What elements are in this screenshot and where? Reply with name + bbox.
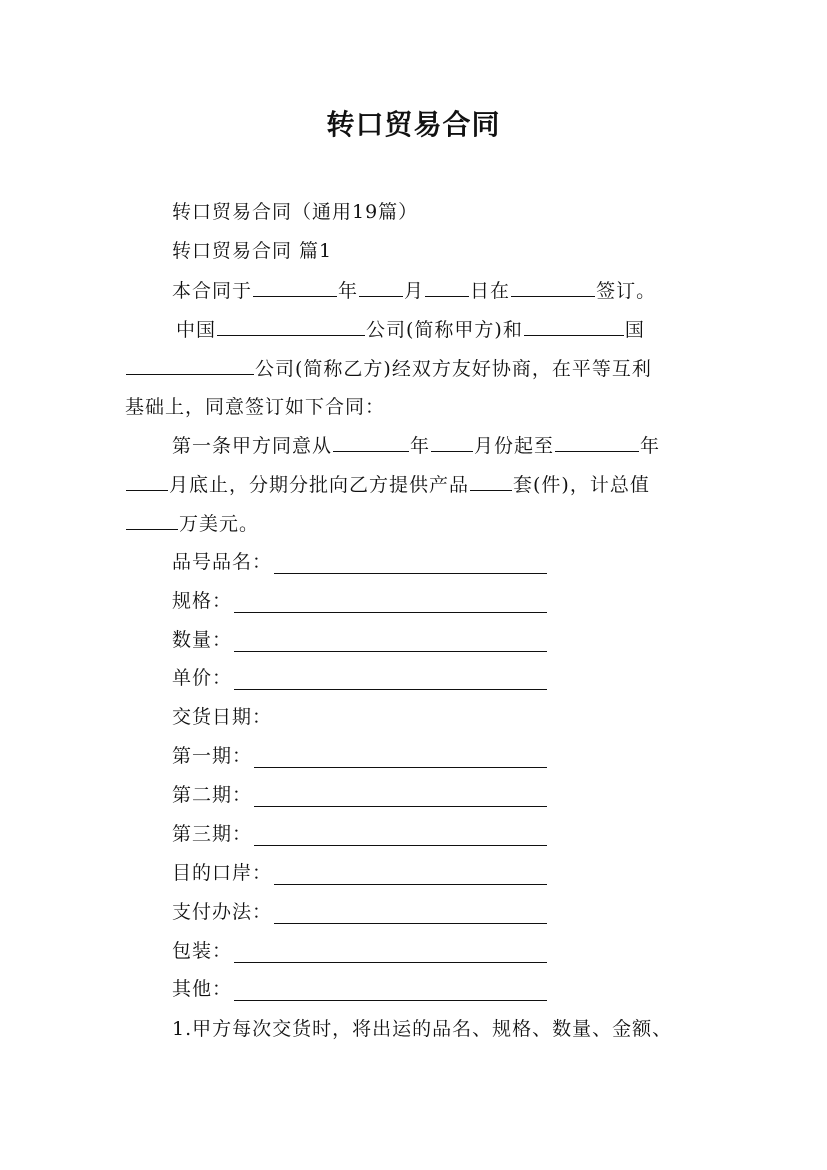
clause-1: 1.甲方每次交货时，将出运的品名、规格、数量、金额、 <box>172 1018 673 1040</box>
blank-line <box>425 278 469 297</box>
field-payment <box>172 900 547 924</box>
text-segment: 套(件)，计总值 <box>513 474 650 496</box>
field-label: 支付办法： <box>172 901 273 923</box>
blank-line <box>431 433 473 452</box>
fill-line <box>234 980 547 1001</box>
fill-line <box>254 825 547 846</box>
signing-paragraph <box>172 278 656 303</box>
text-segment: 公司(简称甲方)和 <box>366 319 523 341</box>
fill-line <box>254 747 547 768</box>
article1-line1 <box>172 433 660 458</box>
field-other <box>172 977 547 1001</box>
text-segment: 第一条甲方同意从 <box>172 435 333 457</box>
text-segment: 月底止，分期分批向乙方提供产品 <box>169 474 470 496</box>
fill-line <box>234 592 547 613</box>
text-segment: 年 <box>338 280 359 302</box>
blank-line <box>126 356 254 375</box>
field-product-name <box>172 550 547 574</box>
fill-line <box>254 786 547 807</box>
blank-line <box>126 472 168 491</box>
field-phase3 <box>172 822 547 846</box>
field-port <box>172 861 547 885</box>
fill-line <box>234 669 547 690</box>
text-segment: 公司(简称乙方)经双方友好协商，在平等互利 <box>255 358 652 380</box>
fill-line <box>234 942 547 963</box>
parties-paragraph-line2 <box>125 356 652 381</box>
section-heading: 转口贸易合同 篇1 <box>172 240 333 262</box>
field-label: 单价： <box>172 667 233 689</box>
blank-line <box>511 278 595 297</box>
field-packing <box>172 939 547 963</box>
field-quantity <box>172 628 547 652</box>
field-label: 第一期： <box>172 745 253 767</box>
blank-line <box>126 511 178 530</box>
document-title: 转口贸易合同 <box>326 108 501 141</box>
field-label: 品号品名： <box>172 551 273 573</box>
text-segment: 中国 <box>176 319 217 341</box>
field-delivery-date: 交货日期： <box>172 706 273 728</box>
document-subtitle: 转口贸易合同（通用19篇） <box>172 201 419 223</box>
text-segment: 月 <box>404 280 425 302</box>
field-label: 第三期： <box>172 823 253 845</box>
fill-line <box>274 864 547 885</box>
blank-line <box>217 317 365 336</box>
fill-line <box>234 631 547 652</box>
field-label: 目的口岸： <box>172 862 273 884</box>
blank-line <box>555 433 639 452</box>
field-phase2 <box>172 783 547 807</box>
text-segment: 年 <box>410 435 431 457</box>
fill-line <box>274 553 547 574</box>
parties-paragraph-line1 <box>176 317 645 342</box>
text-segment: 年 <box>640 435 661 457</box>
text-segment: 国 <box>624 319 645 341</box>
blank-line <box>470 472 512 491</box>
field-phase1 <box>172 744 547 768</box>
text-segment: 日在 <box>470 280 511 302</box>
text-segment: 本合同于 <box>172 280 253 302</box>
blank-line <box>524 317 624 336</box>
parties-paragraph-line3: 基础上，同意签订如下合同： <box>125 396 386 418</box>
field-label: 其他： <box>172 978 233 1000</box>
field-label: 包装： <box>172 940 233 962</box>
field-unit-price <box>172 666 547 690</box>
article1-line2 <box>125 472 650 497</box>
fill-line <box>274 903 547 924</box>
field-label: 规格： <box>172 590 233 612</box>
text-segment: 月份起至 <box>474 435 555 457</box>
field-label: 第二期： <box>172 784 253 806</box>
blank-line <box>253 278 337 297</box>
blank-line <box>359 278 403 297</box>
text-segment: 万美元。 <box>179 513 260 535</box>
text-segment: 签订。 <box>596 280 657 302</box>
article1-line3 <box>125 511 259 536</box>
field-label: 数量： <box>172 629 233 651</box>
blank-line <box>333 433 409 452</box>
field-spec <box>172 589 547 613</box>
